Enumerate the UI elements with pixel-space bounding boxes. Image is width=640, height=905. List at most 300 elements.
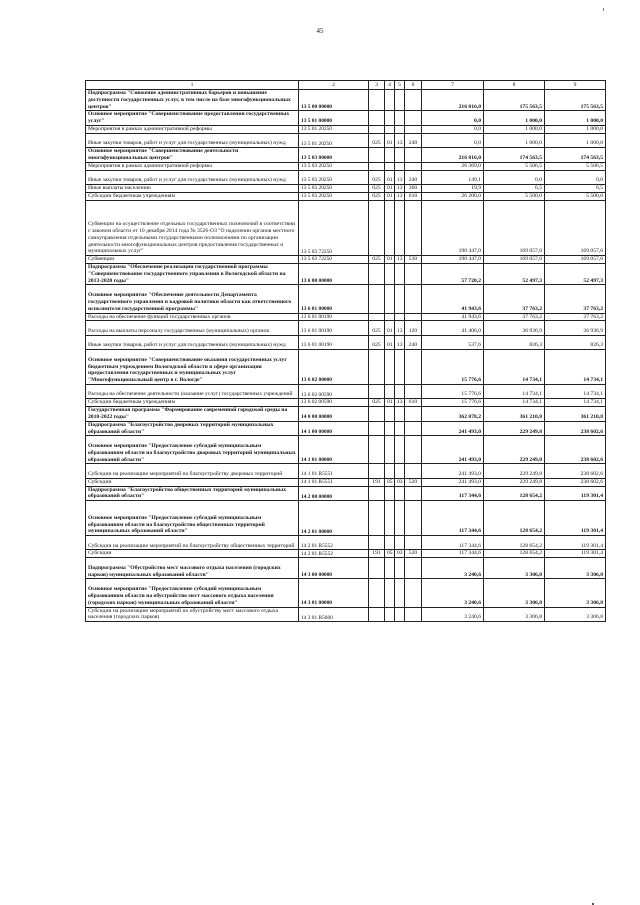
row-subsection-cell: 03 [395, 478, 405, 486]
row-ministry-cell [369, 421, 385, 436]
table-row [86, 501, 606, 536]
row-value-2019-cell: 41 943,6 [422, 313, 484, 321]
row-ministry-cell [369, 349, 385, 384]
row-subsection-cell: 13 [395, 170, 405, 184]
row-code-cell: 13 6 02 00590 [299, 399, 369, 407]
row-ministry-cell [369, 558, 385, 579]
row-section-cell [385, 384, 395, 398]
row-value-2019-cell: 0,0 [422, 133, 484, 147]
row-ministry-cell [369, 407, 385, 422]
row-value-2020-cell: 14 734,1 [484, 384, 545, 398]
row-code-cell: 13 5 01 20250 [299, 126, 369, 134]
row-subsection-cell: 03 [395, 550, 405, 558]
row-value-2019-cell: 41 943,6 [422, 285, 484, 313]
row-value-2020-cell: 3 306,8 [484, 558, 545, 579]
row-code-cell: 14 1 00 00000 [299, 421, 369, 436]
table-row [86, 321, 606, 335]
row-value-2019-cell: 241 493,0 [422, 421, 484, 436]
row-code-cell: 14 3 00 00000 [299, 558, 369, 579]
row-value-2019-cell: 362 078,2 [422, 407, 484, 422]
row-ministry-cell [369, 464, 385, 478]
row-section-cell [385, 148, 395, 163]
row-subsection-cell [395, 436, 405, 464]
row-code-cell: 13 6 02 00000 [299, 349, 369, 384]
table-row [86, 184, 606, 192]
row-type-cell [405, 464, 422, 478]
row-ministry-cell [369, 607, 385, 622]
table-row [86, 133, 606, 147]
row-value-2019-cell: 15 776,6 [422, 349, 484, 384]
row-value-2020-cell: 174 563,5 [484, 148, 545, 163]
row-name-cell: Иные закупки товаров, работ и услуг для государственных (муниципальных) нужд [86, 133, 299, 147]
table-row [86, 579, 606, 607]
row-ministry-cell: 025 [369, 192, 385, 200]
header-cell: 8 [484, 81, 545, 90]
row-value-2020-cell: 128 654,2 [484, 501, 545, 536]
row-code-cell: 13 5 03 72250 [299, 256, 369, 264]
row-ministry-cell [369, 579, 385, 607]
row-name-cell: Субсидии [86, 478, 299, 486]
row-name-cell: Иные закупки товаров, работ и услуг для государственных (муниципальных) нужд [86, 335, 299, 349]
row-name-cell: Основное мероприятие "Совершенствование оказания государственных услуг бюджетным учреждением Вологодской области в сфере организации предоставления государственных и муниципальных услуг "Многофункциональный центр в г. Вологде" [86, 349, 299, 384]
row-ministry-cell [369, 384, 385, 398]
row-subsection-cell [395, 421, 405, 436]
row-section-cell [385, 579, 395, 607]
row-value-2020-cell: 128 654,2 [484, 486, 545, 501]
row-type-cell [405, 148, 422, 163]
page-number: 45 [316, 27, 324, 35]
row-name-cell: Иные выплаты населению [86, 184, 299, 192]
row-value-2019-cell: 537,6 [422, 335, 484, 349]
row-type-cell: 240 [405, 170, 422, 184]
row-name-cell: Субвенции на осуществление отдельных государственных полномочий в соответствии с законом области от 10 декабря 2014 года № 3526-ОЗ "О наделении органов местного самоуправления отдельными государственными полномочиями по организации деятельности многофункциональных центров предоставления государственных и муниципальных услуг" [86, 200, 299, 256]
header-cell: 1 [86, 81, 299, 90]
row-code-cell: 14 3 01 R5600 [299, 607, 369, 622]
row-section-cell [385, 349, 395, 384]
row-code-cell: 13 6 02 00590 [299, 384, 369, 398]
row-subsection-cell [395, 162, 405, 170]
row-value-2021-cell: 169 057,0 [545, 256, 606, 264]
row-value-2020-cell: 3 306,8 [484, 607, 545, 622]
table-row [86, 558, 606, 579]
row-section-cell [385, 536, 395, 550]
row-value-2019-cell: 216 816,0 [422, 148, 484, 163]
row-name-cell: Субвенции [86, 256, 299, 264]
row-value-2021-cell: 37 763,2 [545, 313, 606, 321]
row-value-2020-cell: 1 000,0 [484, 133, 545, 147]
row-ministry-cell [369, 486, 385, 501]
row-type-cell [405, 407, 422, 422]
row-code-cell: 13 5 03 20250 [299, 192, 369, 200]
row-ministry-cell [369, 285, 385, 313]
row-type-cell [405, 264, 422, 285]
row-section-cell: 05 [385, 478, 395, 486]
row-name-cell: Расходы на выплаты персоналу государственных (муниципальных) органов [86, 321, 299, 335]
row-code-cell: 13 5 03 20250 [299, 184, 369, 192]
row-name-cell: Основное мероприятие "Предоставление субсидий муниципальным образованиям области на благоустройство общественных территорий муниципальных образований области" [86, 501, 299, 536]
row-code-cell: 14 2 01 R5552 [299, 550, 369, 558]
row-value-2019-cell: 0,0 [422, 126, 484, 134]
row-name-cell: Расходы на обеспечение функций государственных органов [86, 313, 299, 321]
row-section-cell [385, 313, 395, 321]
row-section-cell [385, 436, 395, 464]
row-value-2020-cell: 5 506,5 [484, 162, 545, 170]
row-name-cell: Субсидии бюджетным учреждениям [86, 399, 299, 407]
row-subsection-cell [395, 126, 405, 134]
header-cell: 5 [395, 81, 405, 90]
table-row [86, 407, 606, 422]
row-name-cell: Основное мероприятие "Предоставление субсидий муниципальным образованиям области на благоустройство дворовых территорий муниципальных образований области" [86, 436, 299, 464]
row-value-2021-cell: 37 763,2 [545, 285, 606, 313]
table-row [86, 536, 606, 550]
row-value-2020-cell: 0,0 [484, 170, 545, 184]
row-value-2020-cell: 229 249,8 [484, 436, 545, 464]
row-value-2020-cell: 37 763,2 [484, 285, 545, 313]
row-type-cell: 610 [405, 399, 422, 407]
table-row [86, 478, 606, 486]
row-value-2020-cell: 128 654,2 [484, 550, 545, 558]
row-value-2021-cell: 36 936,9 [545, 321, 606, 335]
row-code-cell: 13 5 01 20250 [299, 133, 369, 147]
row-subsection-cell [395, 313, 405, 321]
row-value-2021-cell: 3 306,8 [545, 579, 606, 607]
row-value-2020-cell: 175 563,5 [484, 90, 545, 111]
row-type-cell [405, 313, 422, 321]
budget-table [85, 80, 606, 622]
row-code-cell: 13 5 03 20250 [299, 162, 369, 170]
table-row [86, 162, 606, 170]
row-subsection-cell [395, 501, 405, 536]
row-ministry-cell [369, 536, 385, 550]
row-value-2021-cell: 14 734,1 [545, 384, 606, 398]
row-section-cell: 01 [385, 256, 395, 264]
row-section-cell: 01 [385, 133, 395, 147]
row-value-2019-cell: 41 406,0 [422, 321, 484, 335]
row-name-cell: Расходы на обеспечение деятельности (оказание услуг) государственных учреждений [86, 384, 299, 398]
row-subsection-cell: 13 [395, 335, 405, 349]
row-value-2019-cell: 3 240,6 [422, 579, 484, 607]
row-section-cell: 05 [385, 550, 395, 558]
row-value-2021-cell: 169 057,0 [545, 200, 606, 256]
row-value-2019-cell: 190 447,0 [422, 200, 484, 256]
row-name-cell: Основное мероприятие "Предоставление субсидий муниципальным образованиям области на обустройство мест массового отдыха населения (городских парков) муниципальных образований области" [86, 579, 299, 607]
table-row [86, 486, 606, 501]
table-row [86, 607, 606, 622]
row-subsection-cell [395, 407, 405, 422]
row-subsection-cell [395, 90, 405, 111]
row-value-2021-cell: 1 000,0 [545, 111, 606, 126]
row-ministry-cell [369, 200, 385, 256]
row-value-2021-cell: 0,0 [545, 170, 606, 184]
row-name-cell: Подпрограмма "Благоустройство дворовых территорий муниципальных образований области" [86, 421, 299, 436]
row-name-cell: Иные закупки товаров, работ и услуг для государственных (муниципальных) нужд [86, 170, 299, 184]
row-code-cell: 14 2 01 00000 [299, 501, 369, 536]
row-subsection-cell [395, 200, 405, 256]
row-value-2021-cell: 175 563,5 [545, 90, 606, 111]
row-value-2019-cell: 149,1 [422, 170, 484, 184]
row-value-2019-cell: 26 200,0 [422, 192, 484, 200]
row-subsection-cell [395, 285, 405, 313]
row-name-cell: Основное мероприятие "Обеспечение деятельности Департамента государственного управления и кадровой политики области как ответственного исполнителя государственной программы" [86, 285, 299, 313]
row-value-2019-cell: 241 493,0 [422, 464, 484, 478]
row-type-cell [405, 200, 422, 256]
row-subsection-cell: 13 [395, 399, 405, 407]
row-value-2021-cell: 119 301,4 [545, 486, 606, 501]
table-row [86, 170, 606, 184]
row-name-cell: Субсидии на реализацию мероприятий по благоустройству общественных территорий [86, 536, 299, 550]
row-value-2019-cell: 117 344,6 [422, 486, 484, 501]
row-value-2019-cell: 241 493,0 [422, 478, 484, 486]
row-code-cell: 13 6 01 00190 [299, 335, 369, 349]
row-value-2021-cell: 361 210,8 [545, 407, 606, 422]
row-type-cell [405, 558, 422, 579]
row-value-2020-cell: 361 210,8 [484, 407, 545, 422]
row-section-cell [385, 285, 395, 313]
row-value-2020-cell: 229 249,8 [484, 464, 545, 478]
table-row [86, 349, 606, 384]
row-value-2019-cell: 26 369,0 [422, 162, 484, 170]
row-value-2021-cell: 5 506,5 [545, 162, 606, 170]
row-section-cell [385, 558, 395, 579]
table-row [86, 200, 606, 256]
row-value-2021-cell: 119 301,4 [545, 550, 606, 558]
row-section-cell [385, 162, 395, 170]
table-row [86, 285, 606, 313]
row-value-2019-cell: 57 720,2 [422, 264, 484, 285]
row-code-cell: 14 2 00 00000 [299, 486, 369, 501]
row-value-2021-cell: 5 500,0 [545, 192, 606, 200]
row-type-cell: 360 [405, 184, 422, 192]
row-name-cell: Субсидии бюджетным учреждениям [86, 192, 299, 200]
row-code-cell: 14 2 01 R5552 [299, 536, 369, 550]
row-section-cell: 01 [385, 192, 395, 200]
row-value-2019-cell: 15 776,6 [422, 384, 484, 398]
row-type-cell [405, 501, 422, 536]
row-code-cell: 14 3 01 00000 [299, 579, 369, 607]
row-ministry-cell [369, 313, 385, 321]
table-row [86, 256, 606, 264]
row-section-cell: 01 [385, 321, 395, 335]
row-ministry-cell [369, 111, 385, 126]
table-row [86, 436, 606, 464]
row-type-cell [405, 90, 422, 111]
header-cell: 6 [405, 81, 422, 90]
row-value-2021-cell: 826,3 [545, 335, 606, 349]
row-value-2020-cell: 52 497,3 [484, 264, 545, 285]
row-name-cell: Мероприятия в рамках административной реформы [86, 126, 299, 134]
row-subsection-cell: 13 [395, 192, 405, 200]
row-section-cell [385, 421, 395, 436]
row-value-2019-cell: 0,0 [422, 111, 484, 126]
row-code-cell: 13 5 00 00000 [299, 90, 369, 111]
row-value-2021-cell: 119 301,4 [545, 501, 606, 536]
table-row [86, 148, 606, 163]
row-subsection-cell [395, 536, 405, 550]
row-value-2021-cell: 1 000,0 [545, 133, 606, 147]
scan-mark [603, 8, 604, 11]
row-ministry-cell: 191 [369, 478, 385, 486]
row-type-cell: 610 [405, 192, 422, 200]
row-value-2020-cell: 128 654,2 [484, 536, 545, 550]
row-value-2020-cell: 1 000,0 [484, 126, 545, 134]
row-code-cell: 13 6 01 00190 [299, 313, 369, 321]
row-value-2020-cell: 1 000,0 [484, 111, 545, 126]
row-value-2020-cell: 229 249,8 [484, 478, 545, 486]
row-value-2020-cell: 229 249,8 [484, 421, 545, 436]
row-value-2021-cell: 14 734,1 [545, 349, 606, 384]
row-value-2019-cell: 190 447,0 [422, 256, 484, 264]
row-type-cell [405, 421, 422, 436]
row-value-2019-cell: 117 344,6 [422, 550, 484, 558]
row-name-cell: Подпрограмма "Обеспечение реализации государственной программы "Совершенствование государственного управления в Вологодской области на 2013-2020 годы" [86, 264, 299, 285]
row-subsection-cell [395, 558, 405, 579]
row-section-cell [385, 501, 395, 536]
row-ministry-cell: 025 [369, 170, 385, 184]
row-name-cell: Подпрограмма "Обустройство мест массового отдыха населения (городских парков) муниципальных образований области" [86, 558, 299, 579]
row-type-cell [405, 349, 422, 384]
row-section-cell: 01 [385, 170, 395, 184]
row-value-2021-cell: 119 301,4 [545, 536, 606, 550]
table-row [86, 264, 606, 285]
row-value-2019-cell: 117 344,6 [422, 536, 484, 550]
row-ministry-cell: 191 [369, 550, 385, 558]
row-type-cell: 240 [405, 335, 422, 349]
row-value-2020-cell: 14 734,1 [484, 349, 545, 384]
row-code-cell: 13 5 03 20250 [299, 170, 369, 184]
row-type-cell: 520 [405, 550, 422, 558]
row-value-2020-cell: 169 057,0 [484, 256, 545, 264]
header-cell: 9 [545, 81, 606, 90]
row-ministry-cell: 025 [369, 335, 385, 349]
row-subsection-cell: 13 [395, 256, 405, 264]
row-value-2019-cell: 19,9 [422, 184, 484, 192]
row-code-cell: 13 5 03 72250 [299, 200, 369, 256]
row-subsection-cell: 13 [395, 321, 405, 335]
row-code-cell: 13 6 00 00000 [299, 264, 369, 285]
row-value-2020-cell: 37 763,2 [484, 313, 545, 321]
row-type-cell [405, 536, 422, 550]
table-body [86, 81, 606, 622]
table-row [86, 313, 606, 321]
row-subsection-cell [395, 349, 405, 384]
row-section-cell: 01 [385, 184, 395, 192]
row-value-2020-cell: 5 500,0 [484, 192, 545, 200]
header-cell: 4 [385, 81, 395, 90]
row-value-2019-cell: 15 776,6 [422, 399, 484, 407]
row-section-cell: 01 [385, 399, 395, 407]
table-row [86, 464, 606, 478]
row-type-cell: 240 [405, 133, 422, 147]
row-name-cell: Субсидии на реализацию мероприятий по обустройству мест массового отдыха населения (городских парков) [86, 607, 299, 622]
row-subsection-cell: 13 [395, 184, 405, 192]
header-cell: 3 [369, 81, 385, 90]
header-cell: 2 [299, 81, 369, 90]
row-type-cell [405, 162, 422, 170]
row-type-cell [405, 111, 422, 126]
row-ministry-cell [369, 148, 385, 163]
row-ministry-cell: 025 [369, 256, 385, 264]
row-value-2021-cell: 238 602,6 [545, 436, 606, 464]
row-type-cell [405, 384, 422, 398]
row-ministry-cell [369, 501, 385, 536]
row-ministry-cell [369, 90, 385, 111]
row-code-cell: 14 1 01 R5551 [299, 478, 369, 486]
row-section-cell [385, 90, 395, 111]
row-code-cell: 13 5 01 00000 [299, 111, 369, 126]
table-row [86, 550, 606, 558]
row-ministry-cell: 025 [369, 184, 385, 192]
row-value-2020-cell: 6,5 [484, 184, 545, 192]
row-name-cell: Основное мероприятие "Совершенствование деятельности многофункциональных центров" [86, 148, 299, 163]
row-value-2019-cell: 3 240,6 [422, 558, 484, 579]
row-section-cell [385, 200, 395, 256]
row-subsection-cell [395, 384, 405, 398]
row-value-2021-cell: 238 602,6 [545, 421, 606, 436]
row-value-2020-cell: 36 936,9 [484, 321, 545, 335]
row-code-cell: 13 6 01 00000 [299, 285, 369, 313]
row-type-cell: 120 [405, 321, 422, 335]
row-value-2019-cell: 216 816,0 [422, 90, 484, 111]
row-name-cell: Субсидии [86, 550, 299, 558]
table-row [86, 111, 606, 126]
row-section-cell [385, 486, 395, 501]
row-ministry-cell: 025 [369, 321, 385, 335]
row-subsection-cell [395, 579, 405, 607]
row-name-cell: Государственная программа "Формирование современной городской среды на 2018-2022 годы" [86, 407, 299, 422]
row-value-2021-cell: 3 306,8 [545, 558, 606, 579]
row-ministry-cell: 025 [369, 399, 385, 407]
table-row [86, 335, 606, 349]
row-ministry-cell [369, 126, 385, 134]
header-cell: 7 [422, 81, 484, 90]
row-type-cell [405, 436, 422, 464]
row-value-2021-cell: 238 602,6 [545, 478, 606, 486]
row-ministry-cell [369, 264, 385, 285]
row-code-cell: 13 5 03 00000 [299, 148, 369, 163]
row-section-cell: 01 [385, 335, 395, 349]
row-subsection-cell [395, 607, 405, 622]
row-section-cell [385, 607, 395, 622]
row-ministry-cell [369, 162, 385, 170]
table-row [86, 126, 606, 134]
row-ministry-cell [369, 436, 385, 464]
row-code-cell: 14 1 01 R5551 [299, 464, 369, 478]
row-subsection-cell: 13 [395, 133, 405, 147]
row-value-2021-cell: 174 563,5 [545, 148, 606, 163]
row-value-2021-cell: 14 734,1 [545, 399, 606, 407]
row-section-cell [385, 407, 395, 422]
row-ministry-cell: 025 [369, 133, 385, 147]
row-subsection-cell [395, 148, 405, 163]
row-type-cell [405, 126, 422, 134]
row-value-2020-cell: 169 057,0 [484, 200, 545, 256]
row-value-2020-cell: 3 306,8 [484, 579, 545, 607]
row-subsection-cell [395, 264, 405, 285]
row-section-cell [385, 111, 395, 126]
row-code-cell: 14 1 01 00000 [299, 436, 369, 464]
row-name-cell: Мероприятия в рамках административной реформы [86, 162, 299, 170]
table-row [86, 90, 606, 111]
row-value-2019-cell: 3 240,6 [422, 607, 484, 622]
table-row [86, 421, 606, 436]
row-type-cell [405, 486, 422, 501]
row-subsection-cell [395, 111, 405, 126]
row-code-cell: 14 0 00 00000 [299, 407, 369, 422]
row-section-cell [385, 126, 395, 134]
row-value-2021-cell: 6,5 [545, 184, 606, 192]
row-type-cell [405, 579, 422, 607]
row-type-cell: 520 [405, 478, 422, 486]
